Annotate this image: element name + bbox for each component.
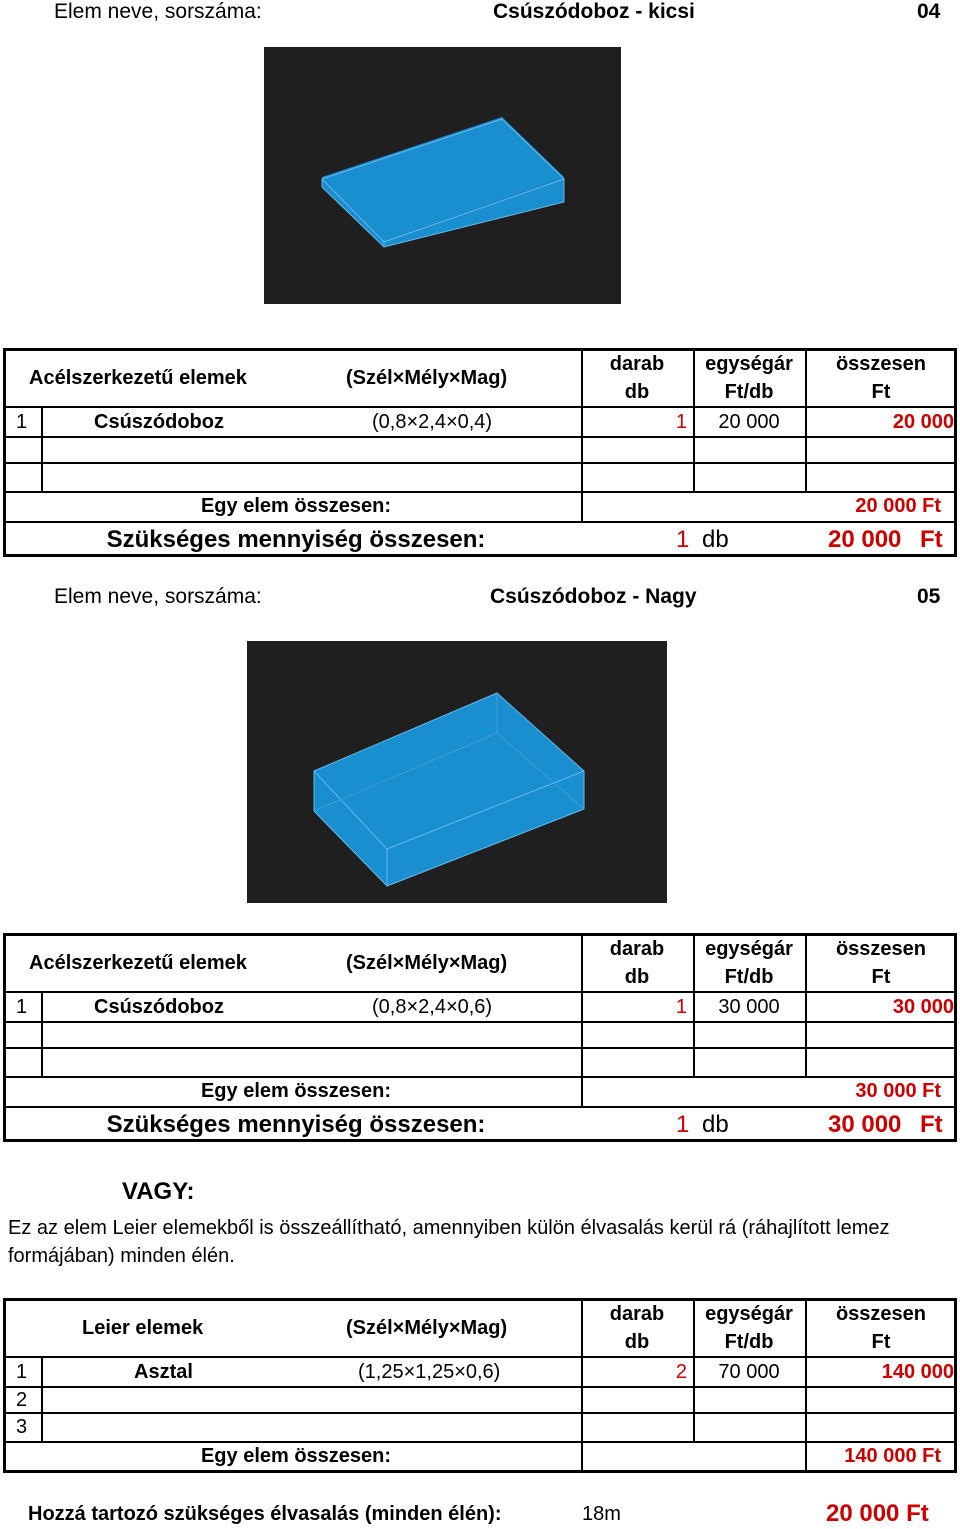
divider: [6, 991, 954, 993]
divider: [6, 462, 954, 464]
h-egysegar: egységár: [705, 353, 793, 375]
h-osszesen: összesen: [835, 353, 927, 375]
divider: [6, 1106, 954, 1108]
elem-number: 05: [917, 585, 941, 608]
h-osszesen: összesen: [835, 938, 927, 960]
szukseges-qty: 1: [676, 526, 690, 553]
row-total: 30 000: [892, 996, 954, 1018]
box-large-icon: [247, 641, 667, 903]
h-ft: Ft: [871, 966, 891, 988]
h-db: db: [624, 381, 650, 403]
vagy-heading: VAGY:: [122, 1178, 195, 1205]
col-line: [41, 991, 43, 1078]
elem-number: 04: [917, 0, 941, 23]
row-total: 140 000: [881, 1361, 954, 1383]
h-col2: (Szél×Mély×Mag): [346, 1317, 508, 1339]
row-qty: 1: [675, 996, 687, 1018]
elem-label: Elem neve, sorszáma:: [54, 0, 262, 23]
szukseges-total: 20 000: [828, 526, 902, 553]
h-ftdb: Ft/db: [724, 381, 774, 403]
divider: [6, 1441, 954, 1443]
szukseges-ft: Ft: [920, 1111, 943, 1138]
divider: [6, 436, 954, 438]
divider: [6, 1047, 954, 1049]
box-render-large: [247, 641, 667, 903]
egy-elem-total: 140 000 Ft: [844, 1445, 941, 1467]
row-dims: (0,8×2,4×0,4): [372, 411, 493, 433]
elem-label: Elem neve, sorszáma:: [54, 585, 262, 608]
row-unit-price: 30 000: [718, 996, 780, 1018]
row-qty: 1: [675, 411, 687, 433]
h-ftdb: Ft/db: [724, 966, 774, 988]
section-05-header: [0, 585, 960, 609]
h-ftdb: Ft/db: [724, 1331, 774, 1353]
h-ft: Ft: [871, 1331, 891, 1353]
h-egysegar: egységár: [705, 1303, 793, 1325]
row-name: Csúszódoboz: [94, 411, 224, 433]
egy-elem-label: Egy elem összesen:: [200, 1080, 392, 1102]
row-dims: (1,25×1,25×0,6): [358, 1361, 501, 1383]
col-line: [581, 1301, 583, 1473]
szukseges-qty: 1: [676, 1111, 690, 1138]
divider: [6, 1076, 954, 1078]
h-darab: darab: [609, 1303, 665, 1325]
section-04-header: [0, 0, 960, 24]
note-paragraph: Ez az elem Leier elemekből is összeállítható, amennyiben külön élvasalás kerül rá (ráhajlított lemez formájában) minden élén.: [8, 1217, 890, 1267]
row-dims: (0,8×2,4×0,6): [372, 996, 493, 1018]
table-05: [3, 933, 957, 1142]
row-total: 20 000: [892, 411, 954, 433]
szukseges-ft: Ft: [920, 526, 943, 553]
egy-elem-total: 30 000 Ft: [855, 1080, 941, 1102]
divider: [6, 406, 954, 408]
divider: [6, 521, 954, 523]
row-num: 3: [16, 1416, 28, 1438]
szukseges-label: Szükséges mennyiség összesen:: [106, 526, 486, 553]
elem-name: Csúszódoboz - Nagy: [490, 585, 697, 608]
box-small-icon: [264, 47, 621, 304]
row-num: 1: [16, 996, 28, 1018]
row-num: 1: [16, 1361, 28, 1383]
h-col1: Acélszerkezetű elemek: [29, 367, 247, 389]
footer-row: [0, 1500, 960, 1529]
divider: [6, 1021, 954, 1023]
h-osszesen: összesen: [835, 1303, 927, 1325]
h-col2: (Szél×Mély×Mag): [346, 952, 508, 974]
col-line: [693, 351, 695, 493]
table-leier: [3, 1298, 957, 1473]
szukseges-label: Szükséges mennyiség összesen:: [106, 1111, 486, 1138]
col-line: [805, 936, 807, 1078]
col-line: [805, 351, 807, 493]
col-line: [581, 351, 583, 523]
col-line: [41, 1356, 43, 1443]
row-unit-price: 70 000: [718, 1361, 780, 1383]
elem-name: Csúszódoboz - kicsi: [493, 0, 695, 23]
egy-elem-total: 20 000 Ft: [855, 495, 941, 517]
divider: [6, 1386, 954, 1388]
h-db: db: [624, 1331, 650, 1353]
box-render-small: [264, 47, 621, 304]
row-num: 2: [16, 1389, 28, 1411]
col-line: [693, 1301, 695, 1443]
divider: [6, 491, 954, 493]
szukseges-total: 30 000: [828, 1111, 902, 1138]
h-darab: darab: [609, 353, 665, 375]
divider: [6, 1412, 954, 1414]
h-col1: Leier elemek: [82, 1317, 204, 1339]
h-ft: Ft: [871, 381, 891, 403]
footer-total: 20 000 Ft: [826, 1500, 929, 1527]
col-line: [693, 936, 695, 1078]
egy-elem-label: Egy elem összesen:: [200, 1445, 392, 1467]
h-col2: (Szél×Mély×Mag): [346, 367, 508, 389]
row-num: 1: [16, 411, 28, 433]
table-04: [3, 348, 957, 557]
col-line: [41, 406, 43, 493]
szukseges-unit: db: [702, 1111, 729, 1138]
egy-elem-label: Egy elem összesen:: [200, 495, 392, 517]
footer-label: Hozzá tartozó szükséges élvasalás (minden élén):: [28, 1503, 502, 1525]
footer-qty: 18m: [582, 1503, 621, 1525]
row-qty: 2: [675, 1361, 687, 1383]
divider: [6, 1356, 954, 1358]
row-name: Csúszódoboz: [94, 996, 224, 1018]
col-line: [581, 936, 583, 1108]
row-name: Asztal: [134, 1361, 193, 1383]
row-unit-price: 20 000: [718, 411, 780, 433]
h-db: db: [624, 966, 650, 988]
col-line: [805, 1301, 807, 1473]
h-egysegar: egységár: [705, 938, 793, 960]
szukseges-unit: db: [702, 526, 729, 553]
h-darab: darab: [609, 938, 665, 960]
h-col1: Acélszerkezetű elemek: [29, 952, 247, 974]
